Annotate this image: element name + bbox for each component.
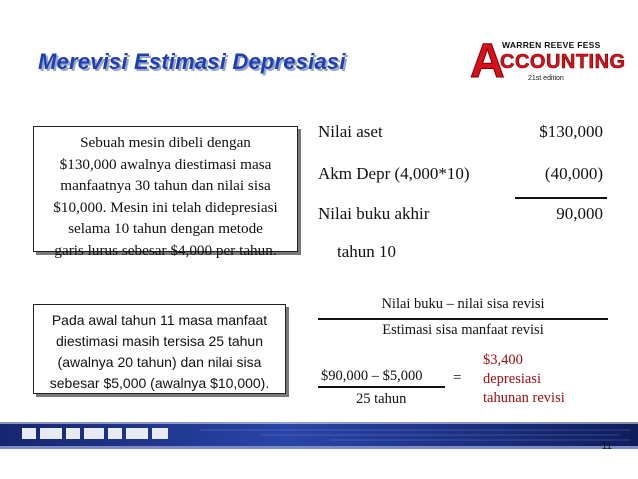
box1-line: garis lurus sebesar $4,000 per tahun. xyxy=(54,241,277,259)
revision-info-box xyxy=(33,304,286,394)
box2-line: (awalnya 20 tahun) dan nilai sisa xyxy=(57,354,262,370)
box1-line: manfaatnya 30 tahun dan nilai sisa xyxy=(60,177,271,194)
accounting-logo xyxy=(468,35,626,98)
equals-sign: = xyxy=(453,370,462,386)
box1-line: $130,000 awalnya diestimasi masa xyxy=(59,155,272,173)
result-line: depresiasi xyxy=(483,371,541,387)
logo-word: CCOUNTING xyxy=(500,51,626,73)
table-footnote: tahun 10 xyxy=(337,242,397,261)
calculation-numerator: $90,000 – $5,000 xyxy=(321,368,423,384)
logo-edition: 21st edition xyxy=(528,75,564,82)
row-label: Nilai buku akhir xyxy=(318,204,430,223)
subtotal-underline xyxy=(515,197,607,199)
table-row-asset-value xyxy=(318,122,603,146)
box1-line: selama 10 tahun dengan metode xyxy=(68,220,263,237)
row-value: 90,000 xyxy=(556,204,603,223)
formula-fraction-bar xyxy=(318,318,608,320)
row-value: $130,000 xyxy=(539,122,603,141)
calculation-denominator: 25 tahun xyxy=(356,391,407,407)
logo-authors: WARREN REEVE FESS xyxy=(502,40,601,50)
box1-line: $10,000. Mesin ini telah didepresiasi xyxy=(53,198,278,216)
box2-line: diestimasi masih tersisa 25 tahun xyxy=(56,333,263,349)
result-line: tahunan revisi xyxy=(483,390,565,406)
footer-banner xyxy=(0,422,638,479)
page-number: 11 xyxy=(601,441,612,452)
purchase-info-box xyxy=(33,126,298,259)
table-row-accumulated-depreciation xyxy=(318,164,603,188)
formula-numerator: Nilai buku – nilai sisa revisi xyxy=(381,296,545,312)
formula-denominator: Estimasi sisa manfaat revisi xyxy=(382,322,544,338)
result-line: $3,400 xyxy=(483,352,523,368)
table-row-book-value xyxy=(318,204,603,228)
logo-letter: A xyxy=(470,35,505,88)
box2-line: Pada awal tahun 11 masa manfaat xyxy=(51,312,268,328)
slide-title: Merevisi Estimasi Depresiasi xyxy=(38,49,346,74)
box1-line: Sebuah mesin dibeli dengan xyxy=(80,134,251,151)
calculation-result xyxy=(483,351,565,408)
row-label: Nilai aset xyxy=(318,122,383,141)
calculation-fraction-bar xyxy=(318,386,445,388)
box2-line: sebesar $5,000 (awalnya $10,000). xyxy=(49,375,270,391)
row-label: Akm Depr (4,000*10) xyxy=(318,164,470,183)
row-value: (40,000) xyxy=(544,164,603,183)
